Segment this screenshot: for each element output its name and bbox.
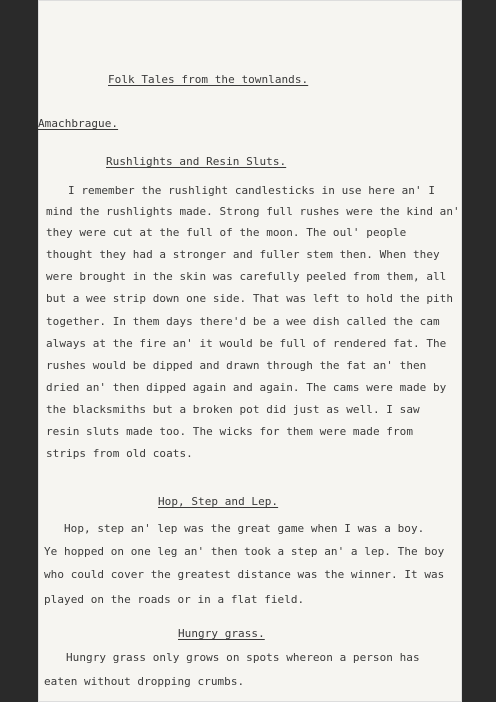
text-line: resin sluts made too. The wicks for them were made from (46, 425, 413, 438)
text-line: I remember the rushlight candlesticks in use here an' I (68, 184, 435, 197)
text-line: played on the roads or in a flat field. (44, 593, 305, 606)
text-line: strips from old coats. (46, 447, 193, 460)
text-line: rushes would be dipped and drawn through the fat an' then (46, 359, 427, 372)
text-line: eaten without dropping crumbs. (44, 675, 245, 688)
text-line: dried an' then dipped again and again. The cams were made by (46, 381, 447, 394)
text-line: always at the fire an' it would be full of rendered fat. The (46, 337, 447, 350)
text-line: Hop, step an' lep was the great game when I was a boy. (64, 522, 425, 535)
section-heading-hop-step: Hop, Step and Lep. (158, 495, 279, 508)
text-line: were brought in the skin was carefully peeled from them, all (46, 270, 447, 283)
section-heading-hungry-grass: Hungry grass. (178, 627, 265, 640)
text-line: they were cut at the full of the moon. The oul' people (46, 226, 407, 239)
text-line: thought they had a stronger and fuller stem then. When they (46, 248, 440, 261)
section-heading-rushlights: Rushlights and Resin Sluts. (106, 155, 287, 168)
page-title: Folk Tales from the townlands. (108, 73, 309, 86)
text-line: who could cover the greatest distance was the winner. It was (44, 568, 445, 581)
text-line: Hungry grass only grows on spots whereon a person has (66, 651, 420, 664)
text-line: together. In them days there'd be a wee dish called the cam (46, 315, 440, 328)
location-label: Amachbrague. (38, 117, 119, 130)
text-line: but a wee strip down one side. That was left to hold the pith (46, 292, 454, 305)
text-line: Ye hopped on one leg an' then took a step an' a lep. The boy (44, 545, 445, 558)
text-line: mind the rushlights made. Strong full rushes were the kind an' (46, 205, 460, 218)
document-page (38, 0, 462, 702)
text-line: the blacksmiths but a broken pot did just as well. I saw (46, 403, 420, 416)
